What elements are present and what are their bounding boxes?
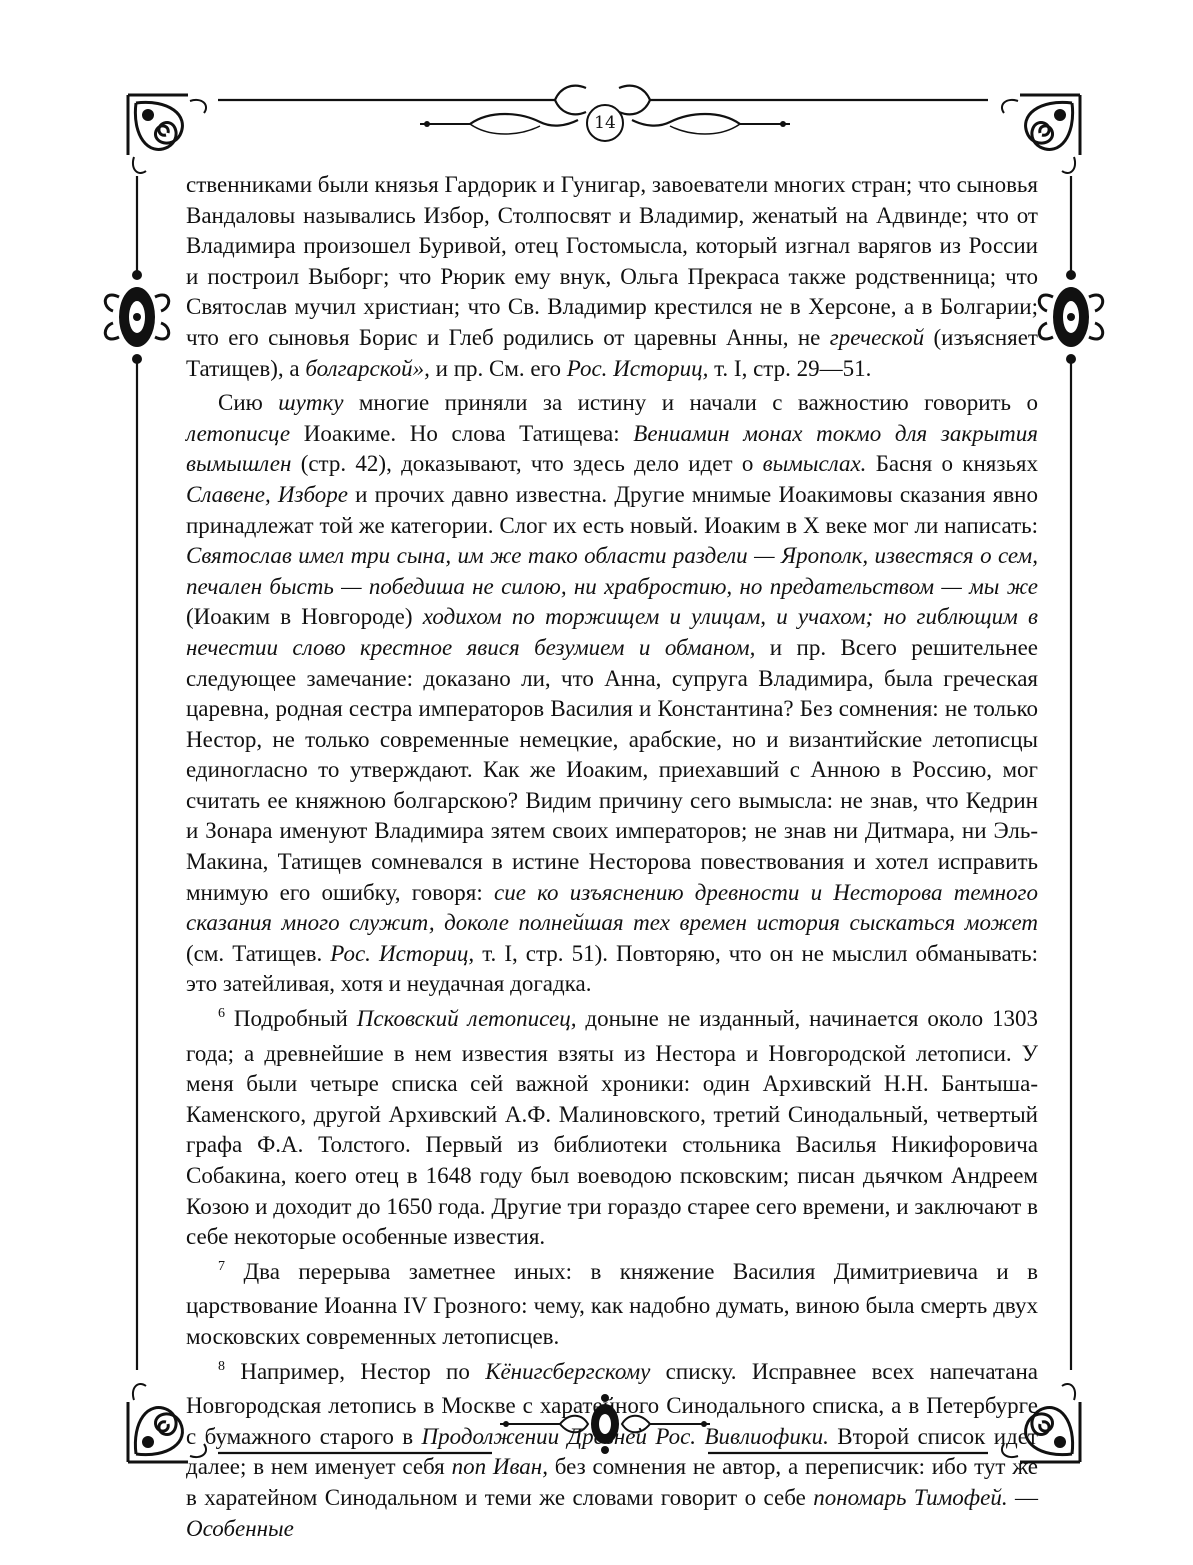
text-run: и пр. Всего решительнее следующее замечание: доказано ли, что Анна, супруга Владимира, была греческая царевна, родная сестра императоров Василия и Константина? Без сомнения: не только Нестор, не только современные немецкие, арабские, но и византийские летописцы единогласно то утверждают. Как же Иоаким, приехавший с Анною в Россию, мог считать ее княжною болгарскою? Видим причину сего вымысла: не знав, что Кедрин и Зонара именуют Владимира зятем своих императоров; не знав ни Дитмара, ни Эль-Макина, Татищев сомневался в истине Несторова повествования и хотел исправить мнимую его ошибку, говоря:	[186, 634, 1038, 905]
italic-text: Рос. Историц,	[566, 355, 709, 381]
text-run: ственниками были князья Гардорик и Гунигар, завоеватели многих стран; что сыновья Вандаловы назывались Избор, Столпосвят и Владимир, женатый на Адвинде; что от Владимира произошел Буривой, отец Гостомысла, который изгнал варягов из России и построил Выборг; что Рюрик ему внук, Ольга Прекраса также родственница; что Святослав мучил христиан; что Св. Владимир крестился не в Херсоне, а в Болгарии; что его сыновья Борис и Глеб родились от царевны Анны, не	[186, 172, 1038, 350]
italic-text: шутку	[278, 390, 344, 416]
italic-text: ходихом по торжищем и улицам, и учахом; но гиблющим в нечестии слово крестное явися безумием и обманом,	[186, 604, 1038, 660]
paragraph-continuation	[186, 170, 1038, 384]
italic-text: поп Иван,	[451, 1454, 548, 1480]
text-run: (Иоаким в Новгороде)	[186, 604, 423, 630]
italic-text: Особенные	[186, 1515, 294, 1541]
italic-text: Святослав имел три сына, им же тако области раздели — Ярополк, известяся о сем, печален бысть — победиша не силою, ни храбростию, но предательством — мы же	[186, 543, 1038, 599]
italic-text: Кёнигсбергскому	[485, 1358, 651, 1384]
left-side-ornament	[105, 270, 168, 364]
italic-text: Псковский летописец,	[356, 1006, 577, 1032]
text-run: т. I, стр. 29—51.	[708, 355, 872, 381]
italic-text: болгарской»,	[305, 355, 430, 381]
corner-ornament-top-right	[1002, 95, 1080, 173]
paragraph-joke	[186, 388, 1038, 1000]
text-run: и пр. См. его	[429, 355, 567, 381]
right-side-ornament	[1039, 270, 1102, 364]
footnote-8	[186, 1357, 1038, 1545]
italic-text: вымыслах.	[762, 451, 867, 477]
text-run: без сомнения не автор, а переписчик: ибо тут же в харатейном Синодальном и теми же словами говорит о себе	[186, 1454, 1039, 1510]
italic-text: Рос. Историц,	[330, 940, 475, 966]
text-run: (изъясняет Татищев), а	[186, 324, 1038, 381]
text-run: списку. Исправнее всех напечатана Новгородская летопись в Москве с харатейного Синодального списка, а в Петербурге с бумажного старого в	[186, 1358, 1038, 1449]
italic-text: сие ко изъяснению древности и Несторова темного сказания много служит, доколе полнейшая тех времен история сыскаться может	[186, 879, 1039, 936]
italic-text: греческой	[829, 324, 925, 350]
footnote-6	[186, 1004, 1038, 1253]
text-run: —	[1007, 1484, 1039, 1510]
text-run: Басня о князьях	[866, 451, 1038, 477]
footnote-number: 8	[218, 1358, 225, 1374]
text-run: Второй список идет далее; в нем именует себя	[186, 1423, 1038, 1480]
italic-text: пономарь Тимофей.	[813, 1484, 1008, 1510]
text-run: Два перерыва заметнее иных: в княжение Василия Димитриевича и в царствование Иоанна IV Грозного: чему, как надобно думать, виною была смерть двух московских современных летописцев.	[186, 1258, 1038, 1349]
text-run: Сию	[218, 390, 279, 416]
footnote-7	[186, 1257, 1038, 1353]
body-text	[186, 170, 1038, 1544]
text-run: Подробный	[225, 1006, 357, 1032]
text-run: (см. Татищев.	[186, 940, 331, 966]
italic-text: Вениамин монах токмо для закрытия вымышлен	[186, 420, 1038, 477]
italic-text: Продолжении Древней Рос. Вивлиофики.	[421, 1423, 829, 1449]
footnote-number: 7	[218, 1258, 225, 1274]
text-run: и прочих давно известна. Другие мнимые Иоакимовы сказания явно принадлежат той же категории. Слог их есть новый. Иоаким в X веке мог ли написать:	[186, 481, 1038, 538]
text-run: многие приняли за истину и начали с важностию говорить о	[343, 390, 1038, 416]
italic-text: Славене, Изборе	[186, 481, 348, 507]
text-run: доныне не изданный, начинается около 1303 года; а древнейшие в нем известия взяты из Нестора и Новгородской летописи. У меня были четыре списка сей важной хроники: один Архивский Н.Н. Бантыша-Каменского, другой Архивский А.Ф. Малиновского, третий Синодальный, четвертый графа Ф.А. Толстого. Первый из библиотеки стольника Василья Никифоровича Собакина, коего отец в 1648 году был воеводою псковским; писан дьячком Андреем Козою и доходит до 1650 года. Другие три гораздо старее сего времени, и заключают в себе некоторые особенные известия.	[186, 1006, 1038, 1250]
text-run: Иоакиме. Но слова Татищева:	[290, 420, 634, 446]
text-run: т. I, стр. 51). Повторяю, что он не мыслил обманывать: это затейливая, хотя и неудачная догадка.	[186, 940, 1039, 997]
footnote-number: 6	[218, 1006, 225, 1022]
italic-text: летописце	[186, 420, 291, 446]
text-run: Например, Нестор по	[225, 1358, 486, 1384]
page-number: 14	[594, 113, 616, 133]
corner-ornament-top-left	[128, 95, 206, 173]
text-run: (стр. 42), доказывают, что здесь дело идет о	[291, 451, 763, 477]
